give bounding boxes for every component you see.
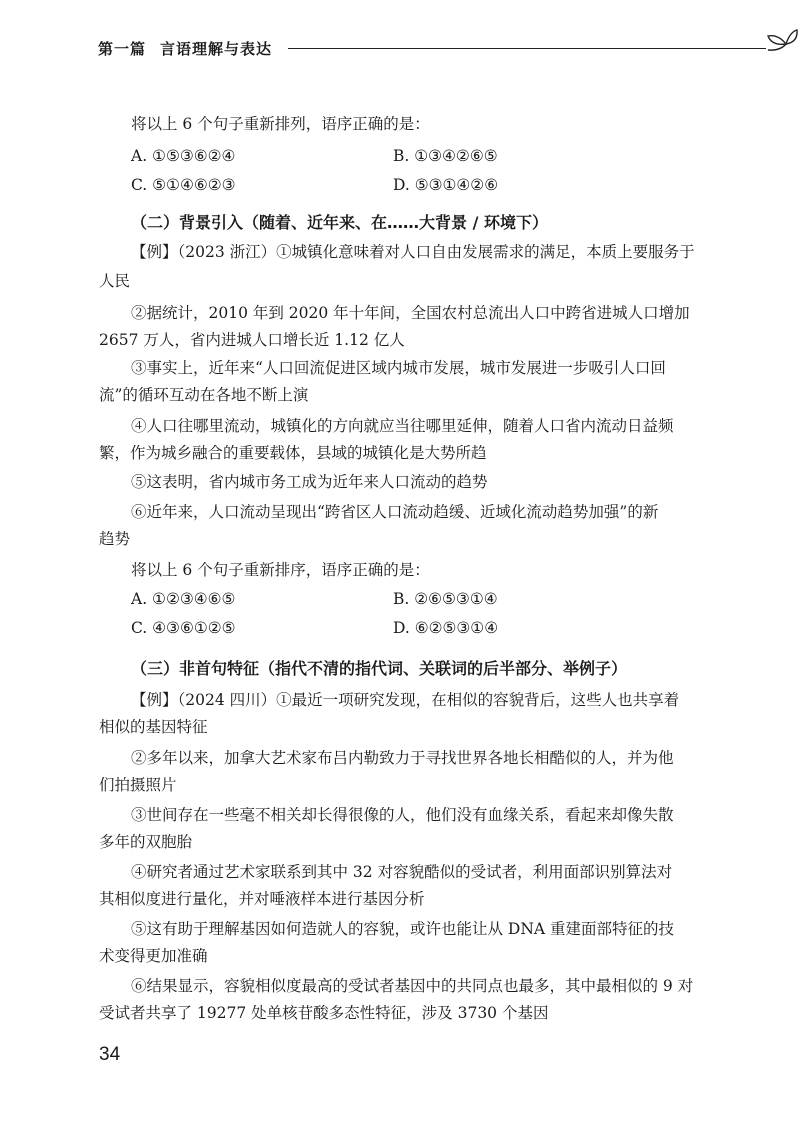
- section2-s4-line2: 繁，作为城乡融合的重要载体，县域的城镇化是大势所趋: [99, 444, 487, 462]
- section2-heading: （二）背景引入（随着、近年来、在……大背景 / 环境下）: [131, 213, 548, 232]
- section2-s5-line1: ⑤这表明，省内城市务工成为近年来人口流动的趋势: [131, 473, 488, 491]
- section3-s4-line2: 其相似度进行量化，并对唾液样本进行基因分析: [99, 890, 425, 908]
- section3-s2-line1: ②多年以来，加拿大艺术家布吕内勒致力于寻找世界各地长相酷似的人，并为他: [131, 749, 674, 767]
- section2-example-line2: 人民: [99, 272, 131, 290]
- sprout-icon: [762, 26, 798, 60]
- block1-option-b: B. ①③④②⑥⑤: [393, 147, 498, 165]
- section3-s5-line1: ⑤这有助于理解基因如何造就人的容貌，或许也能让从 DNA 重建面部特征的技: [131, 920, 675, 938]
- section2-option-c: C. ④③⑥①②⑤: [131, 619, 236, 637]
- block1-prompt: 将以上 6 个句子重新排列，语序正确的是：: [131, 115, 430, 133]
- section2-option-a: A. ①②③④⑥⑤: [131, 590, 236, 608]
- header-chapter: 言语理解与表达: [160, 40, 273, 58]
- section2-s4-line1: ④人口往哪里流动，城镇化的方向就应当往哪里延伸，随着人口省内流动日益频: [131, 417, 674, 435]
- section3-s3-line1: ③世间存在一些毫不相关却长得很像的人，他们没有血缘关系，看起来却像失散: [131, 806, 674, 824]
- section3-heading: （三）非首句特征（指代不清的指代词、关联词的后半部分、举例子）: [131, 659, 628, 678]
- header-title: [98, 38, 272, 59]
- header-part: 第一篇: [98, 40, 147, 58]
- section2-option-b: B. ②⑥⑤③①④: [393, 590, 498, 608]
- section3-s6-line2: 受试者共享了 19277 处单核苷酸多态性特征，涉及 3730 个基因: [99, 1004, 549, 1022]
- section2-s3-line2: 流”的循环互动在各地不断上演: [99, 386, 309, 404]
- section3-s2-line2: 们拍摄照片: [99, 776, 177, 794]
- section2-example-line1: 【例】（2023 浙江）①城镇化意味着对人口自由发展需求的满足，本质上要服务于: [131, 243, 695, 261]
- page-number: 34: [99, 1044, 121, 1065]
- section2-s6-line2: 趋势: [99, 530, 131, 548]
- page-header: [98, 26, 698, 70]
- section2-s3-line1: ③事实上，近年来“人口回流促进区域内城市发展，城市发展进一步吸引人口回: [131, 359, 666, 377]
- section2-s6-line1: ⑥近年来，人口流动呈现出“跨省区人口流动趋缓、近域化流动趋势加强”的新: [131, 503, 659, 521]
- section2-s2-line2: 2657 万人，省内进城人口增长近 1.12 亿人: [99, 331, 405, 349]
- section2-prompt: 将以上 6 个句子重新排序，语序正确的是：: [131, 561, 430, 579]
- section2-s2-line1: ②据统计，2010 年到 2020 年十年间，全国农村总流出人口中跨省进城人口增加: [131, 304, 690, 322]
- header-rule: [288, 48, 766, 49]
- section3-s6-line1: ⑥结果显示，容貌相似度最高的受试者基因中的共同点也最多，其中最相似的 9 对: [131, 977, 694, 995]
- section2-option-d: D. ⑥②⑤③①④: [393, 619, 499, 637]
- section3-s3-line2: 多年的双胞胎: [99, 833, 193, 851]
- section3-example-line2: 相似的基因特征: [99, 718, 208, 736]
- block1-option-c: C. ⑤①④⑥②③: [131, 176, 236, 194]
- block1-option-a: A. ①⑤③⑥②④: [131, 147, 236, 165]
- section3-s5-line2: 术变得更加准确: [99, 947, 208, 965]
- section3-example-line1: 【例】（2024 四川）①最近一项研究发现，在相似的容貌背后，这些人也共享着: [131, 691, 680, 709]
- block1-option-d: D. ⑤③①④②⑥: [393, 176, 499, 194]
- section3-s4-line1: ④研究者通过艺术家联系到其中 32 对容貌酷似的受试者，利用面部识别算法对: [131, 863, 673, 881]
